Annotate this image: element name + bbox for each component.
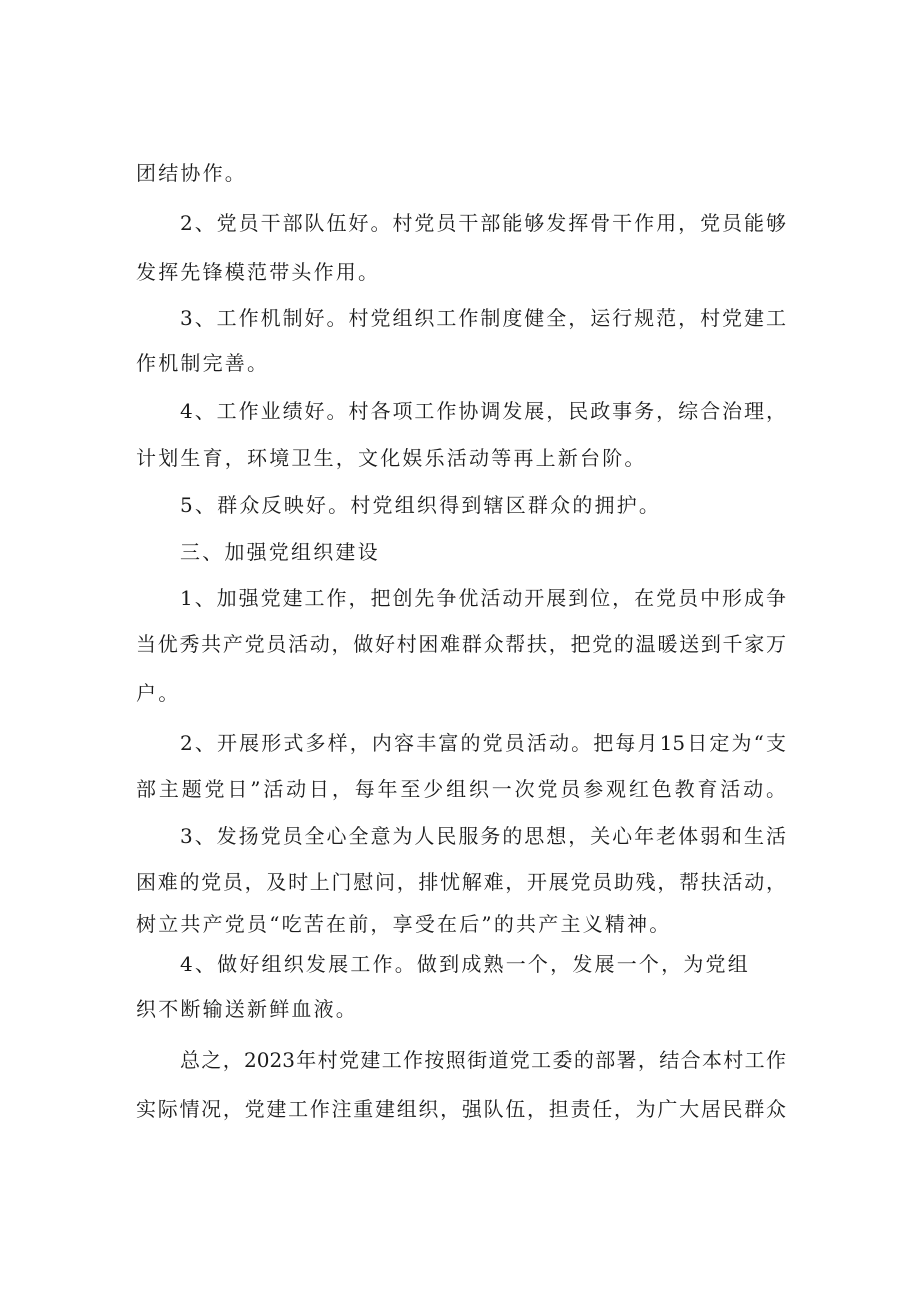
text-line-20: 总之，2023年村党建工作按照街道党工委的部署，结合本村工作: [180, 1048, 786, 1072]
text-line-10: 1、加强党建工作，把创先争优活动开展到位，在党员中形成争: [180, 586, 786, 610]
text-line-15: 3、发扬党员全心全意为人民服务的思想，关心年老体弱和生活: [180, 824, 786, 848]
text-line-2: 2、党员干部队伍好。村党员干部能够发挥骨干作用，党员能够: [180, 211, 786, 235]
text-line-1: 团结协作。: [136, 161, 247, 185]
text-line-11: 当优秀共产党员活动，做好村困难群众帮扶，把党的温暖送到千家万: [136, 632, 786, 656]
text-line-19: 织不断输送新鲜血液。: [136, 997, 358, 1021]
text-line-3: 发挥先锋模范带头作用。: [136, 260, 381, 284]
text-line-18: 4、做好组织发展工作。做到成熟一个，发展一个，为党组: [180, 952, 750, 976]
text-line-5: 作机制完善。: [136, 351, 270, 375]
text-line-16: 困难的党员，及时上门慰问，排忧解难，开展党员助残，帮扶活动，: [136, 870, 786, 894]
text-line-12: 户。: [136, 681, 181, 705]
text-line-7: 计划生育，环境卫生，文化娱乐活动等再上新台阶。: [136, 446, 647, 470]
text-line-13: 2、开展形式多样，内容丰富的党员活动。把每月15日定为“支: [180, 731, 786, 755]
text-line-14: 部主题党日”活动日，每年至少组织一次党员参观红色教育活动。: [136, 777, 786, 801]
text-line-21: 实际情况，党建工作注重建组织，强队伍，担责任，为广大居民群众: [136, 1097, 786, 1121]
section-heading: 三、加强党组织建设: [180, 540, 380, 564]
text-line-8: 5、群众反映好。村党组织得到辖区群众的拥护。: [180, 493, 662, 517]
text-line-17: 树立共产党员“吃苦在前，享受在后”的共产主义精神。: [136, 912, 672, 936]
text-line-6: 4、工作业绩好。村各项工作协调发展，民政事务，综合治理，: [180, 399, 786, 423]
text-line-4: 3、工作机制好。村党组织工作制度健全，运行规范，村党建工: [180, 306, 786, 330]
